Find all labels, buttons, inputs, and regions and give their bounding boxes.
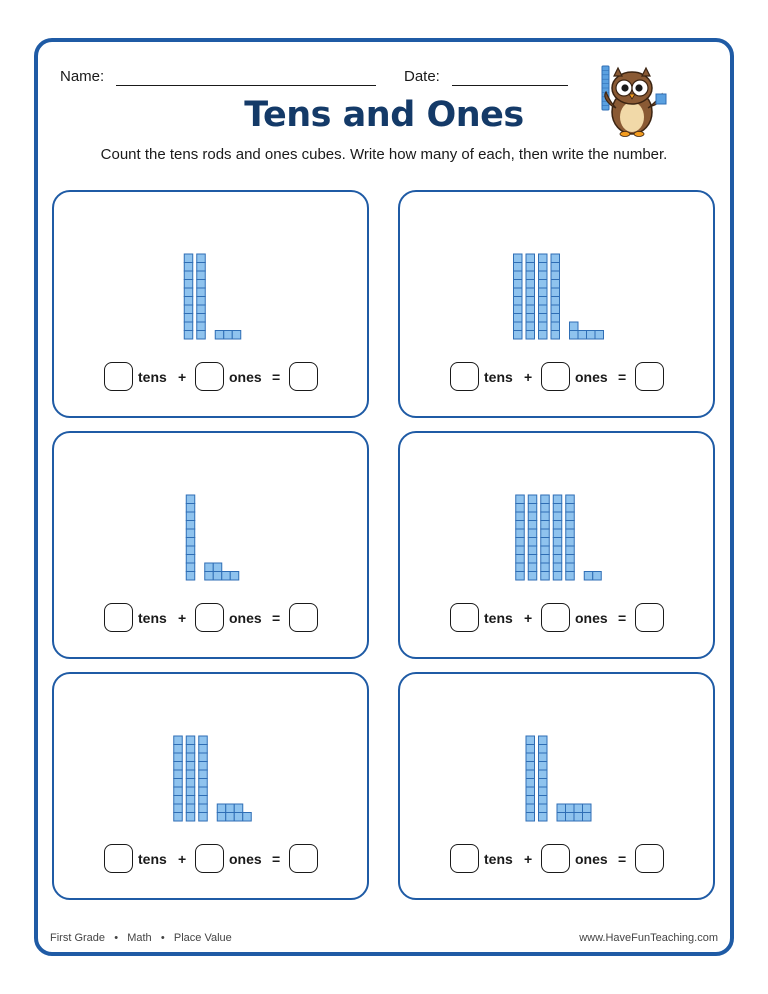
equals-sign: = <box>618 851 627 867</box>
tens-answer-box[interactable] <box>450 362 479 391</box>
number-answer-box[interactable] <box>289 362 318 391</box>
one-cube <box>583 804 592 813</box>
one-cube <box>217 804 226 813</box>
one-cube <box>570 322 579 331</box>
ten-rod <box>526 736 535 821</box>
ten-rod <box>186 495 195 580</box>
tens-label: tens <box>138 610 167 626</box>
ten-rod <box>539 736 548 821</box>
one-cube <box>230 572 239 581</box>
one-cube <box>217 813 226 822</box>
ten-rod <box>197 254 206 339</box>
ten-rod <box>184 254 193 339</box>
one-cube <box>583 813 592 822</box>
problem-card-3 <box>52 431 369 659</box>
equation-row <box>54 360 367 392</box>
ten-rod <box>551 254 560 339</box>
one-cube <box>215 331 224 340</box>
one-cube <box>226 804 235 813</box>
footer-tags <box>50 932 232 944</box>
tens-answer-box[interactable] <box>104 362 133 391</box>
one-cube <box>213 572 222 581</box>
one-cube <box>578 331 587 340</box>
bullet-icon: • <box>108 932 125 944</box>
plus-sign: + <box>178 851 187 867</box>
instructions: Count the tens rods and ones cubes. Write how many of each, then write the number. <box>100 146 668 163</box>
equals-sign: = <box>272 851 281 867</box>
problem-card-6 <box>398 672 715 900</box>
equation-row <box>54 601 367 633</box>
one-cube <box>224 331 233 340</box>
date-input-line[interactable] <box>452 85 568 86</box>
name-input-line[interactable] <box>116 85 376 86</box>
plus-sign: + <box>178 610 187 626</box>
ten-rod <box>539 254 548 339</box>
equals-sign: = <box>272 369 281 385</box>
one-cube <box>226 813 235 822</box>
one-cube <box>566 804 575 813</box>
name-label: Name: <box>60 68 105 85</box>
one-cube <box>557 813 566 822</box>
ten-rod <box>528 495 537 580</box>
equation-row <box>400 842 713 874</box>
ten-rod <box>186 736 195 821</box>
tens-label: tens <box>138 851 167 867</box>
ones-label: ones <box>575 610 608 626</box>
equation-row <box>400 601 713 633</box>
footer-subject: Math <box>127 932 152 944</box>
ten-rod <box>514 254 523 339</box>
ones-answer-box[interactable] <box>541 362 570 391</box>
equals-sign: = <box>618 610 627 626</box>
one-cube <box>222 572 231 581</box>
tens-answer-box[interactable] <box>450 844 479 873</box>
one-cube <box>234 804 243 813</box>
one-cube <box>557 804 566 813</box>
tens-label: tens <box>484 369 513 385</box>
one-cube <box>574 804 583 813</box>
problem-card-2 <box>398 190 715 418</box>
one-cube <box>574 813 583 822</box>
plus-sign: + <box>524 369 533 385</box>
number-answer-box[interactable] <box>635 362 664 391</box>
ones-answer-box[interactable] <box>541 603 570 632</box>
equals-sign: = <box>618 369 627 385</box>
problem-card-4 <box>398 431 715 659</box>
one-cube <box>205 563 214 572</box>
date-label: Date: <box>404 68 440 85</box>
problem-card-5 <box>52 672 369 900</box>
plus-sign: + <box>524 610 533 626</box>
footer-grade: First Grade <box>50 932 106 944</box>
equation-row <box>400 360 713 392</box>
problem-card-1 <box>52 190 369 418</box>
ones-answer-box[interactable] <box>541 844 570 873</box>
one-cube <box>234 813 243 822</box>
ten-rod <box>199 736 208 821</box>
one-cube <box>587 331 596 340</box>
tens-answer-box[interactable] <box>450 603 479 632</box>
owl-mascot-icon <box>592 62 672 140</box>
tens-label: tens <box>484 610 513 626</box>
number-answer-box[interactable] <box>289 844 318 873</box>
number-answer-box[interactable] <box>289 603 318 632</box>
ones-answer-box[interactable] <box>195 362 224 391</box>
ones-answer-box[interactable] <box>195 603 224 632</box>
ones-label: ones <box>229 369 262 385</box>
bullet-icon: • <box>154 932 171 944</box>
one-cube <box>593 572 602 581</box>
plus-sign: + <box>178 369 187 385</box>
tens-answer-box[interactable] <box>104 844 133 873</box>
page-title: Tens and Ones <box>244 95 524 135</box>
ones-label: ones <box>229 851 262 867</box>
one-cube <box>595 331 604 340</box>
ten-rod <box>566 495 575 580</box>
ten-rod <box>174 736 183 821</box>
tens-label: tens <box>138 369 167 385</box>
one-cube <box>570 331 579 340</box>
ones-label: ones <box>575 369 608 385</box>
one-cube <box>213 563 222 572</box>
ones-answer-box[interactable] <box>195 844 224 873</box>
one-cube <box>566 813 575 822</box>
plus-sign: + <box>524 851 533 867</box>
ten-rod <box>541 495 550 580</box>
tens-label: tens <box>484 851 513 867</box>
one-cube <box>205 572 214 581</box>
number-answer-box[interactable] <box>635 844 664 873</box>
tens-answer-box[interactable] <box>104 603 133 632</box>
footer-website[interactable]: www.HaveFunTeaching.com <box>579 932 718 944</box>
one-cube <box>243 813 252 822</box>
ones-label: ones <box>575 851 608 867</box>
ten-rod <box>516 495 525 580</box>
number-answer-box[interactable] <box>635 603 664 632</box>
equals-sign: = <box>272 610 281 626</box>
equation-row <box>54 842 367 874</box>
ten-rod <box>553 495 562 580</box>
one-cube <box>584 572 593 581</box>
ten-rod <box>526 254 535 339</box>
ones-label: ones <box>229 610 262 626</box>
footer-topic: Place Value <box>173 932 232 944</box>
one-cube <box>232 331 241 340</box>
